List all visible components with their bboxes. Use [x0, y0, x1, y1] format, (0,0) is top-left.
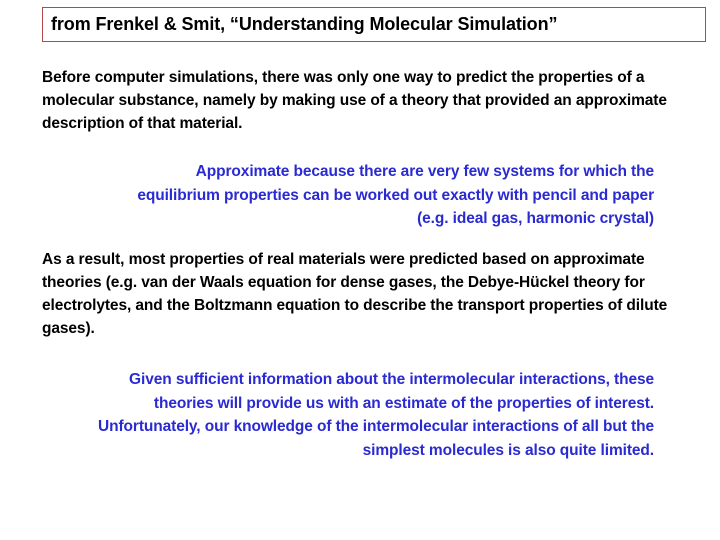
note-approximate: Approximate because there are very few systems for which the equilibrium properties can be worked out exactly with pencil and paper (e.g. ideal gas, harmonic crystal)	[137, 163, 654, 227]
paragraph-intro: Before computer simulations, there was only one way to predict the properties of a molecular substance, namely by making use of a theory that provided an approximate description of that material.	[42, 69, 667, 132]
slide-title-text: from Frenkel & Smit, “Understanding Molecular Simulation”	[51, 14, 558, 34]
slide-title	[42, 7, 706, 42]
note-sufficient-information: Given sufficient information about the intermolecular interactions, these theories will provide us with an estimate of the properties of interest. Unfortunately, our knowledge of the intermolecular interactions of all but the simplest molecules is also quite limited.	[98, 371, 654, 459]
paragraph-result: As a result, most properties of real materials were predicted based on approximate theories (e.g. van der Waals equation for dense gases, the Debye-Hückel theory for electrolytes, and the Boltzmann equation to describe the transport properties of dilute gases).	[42, 251, 668, 337]
